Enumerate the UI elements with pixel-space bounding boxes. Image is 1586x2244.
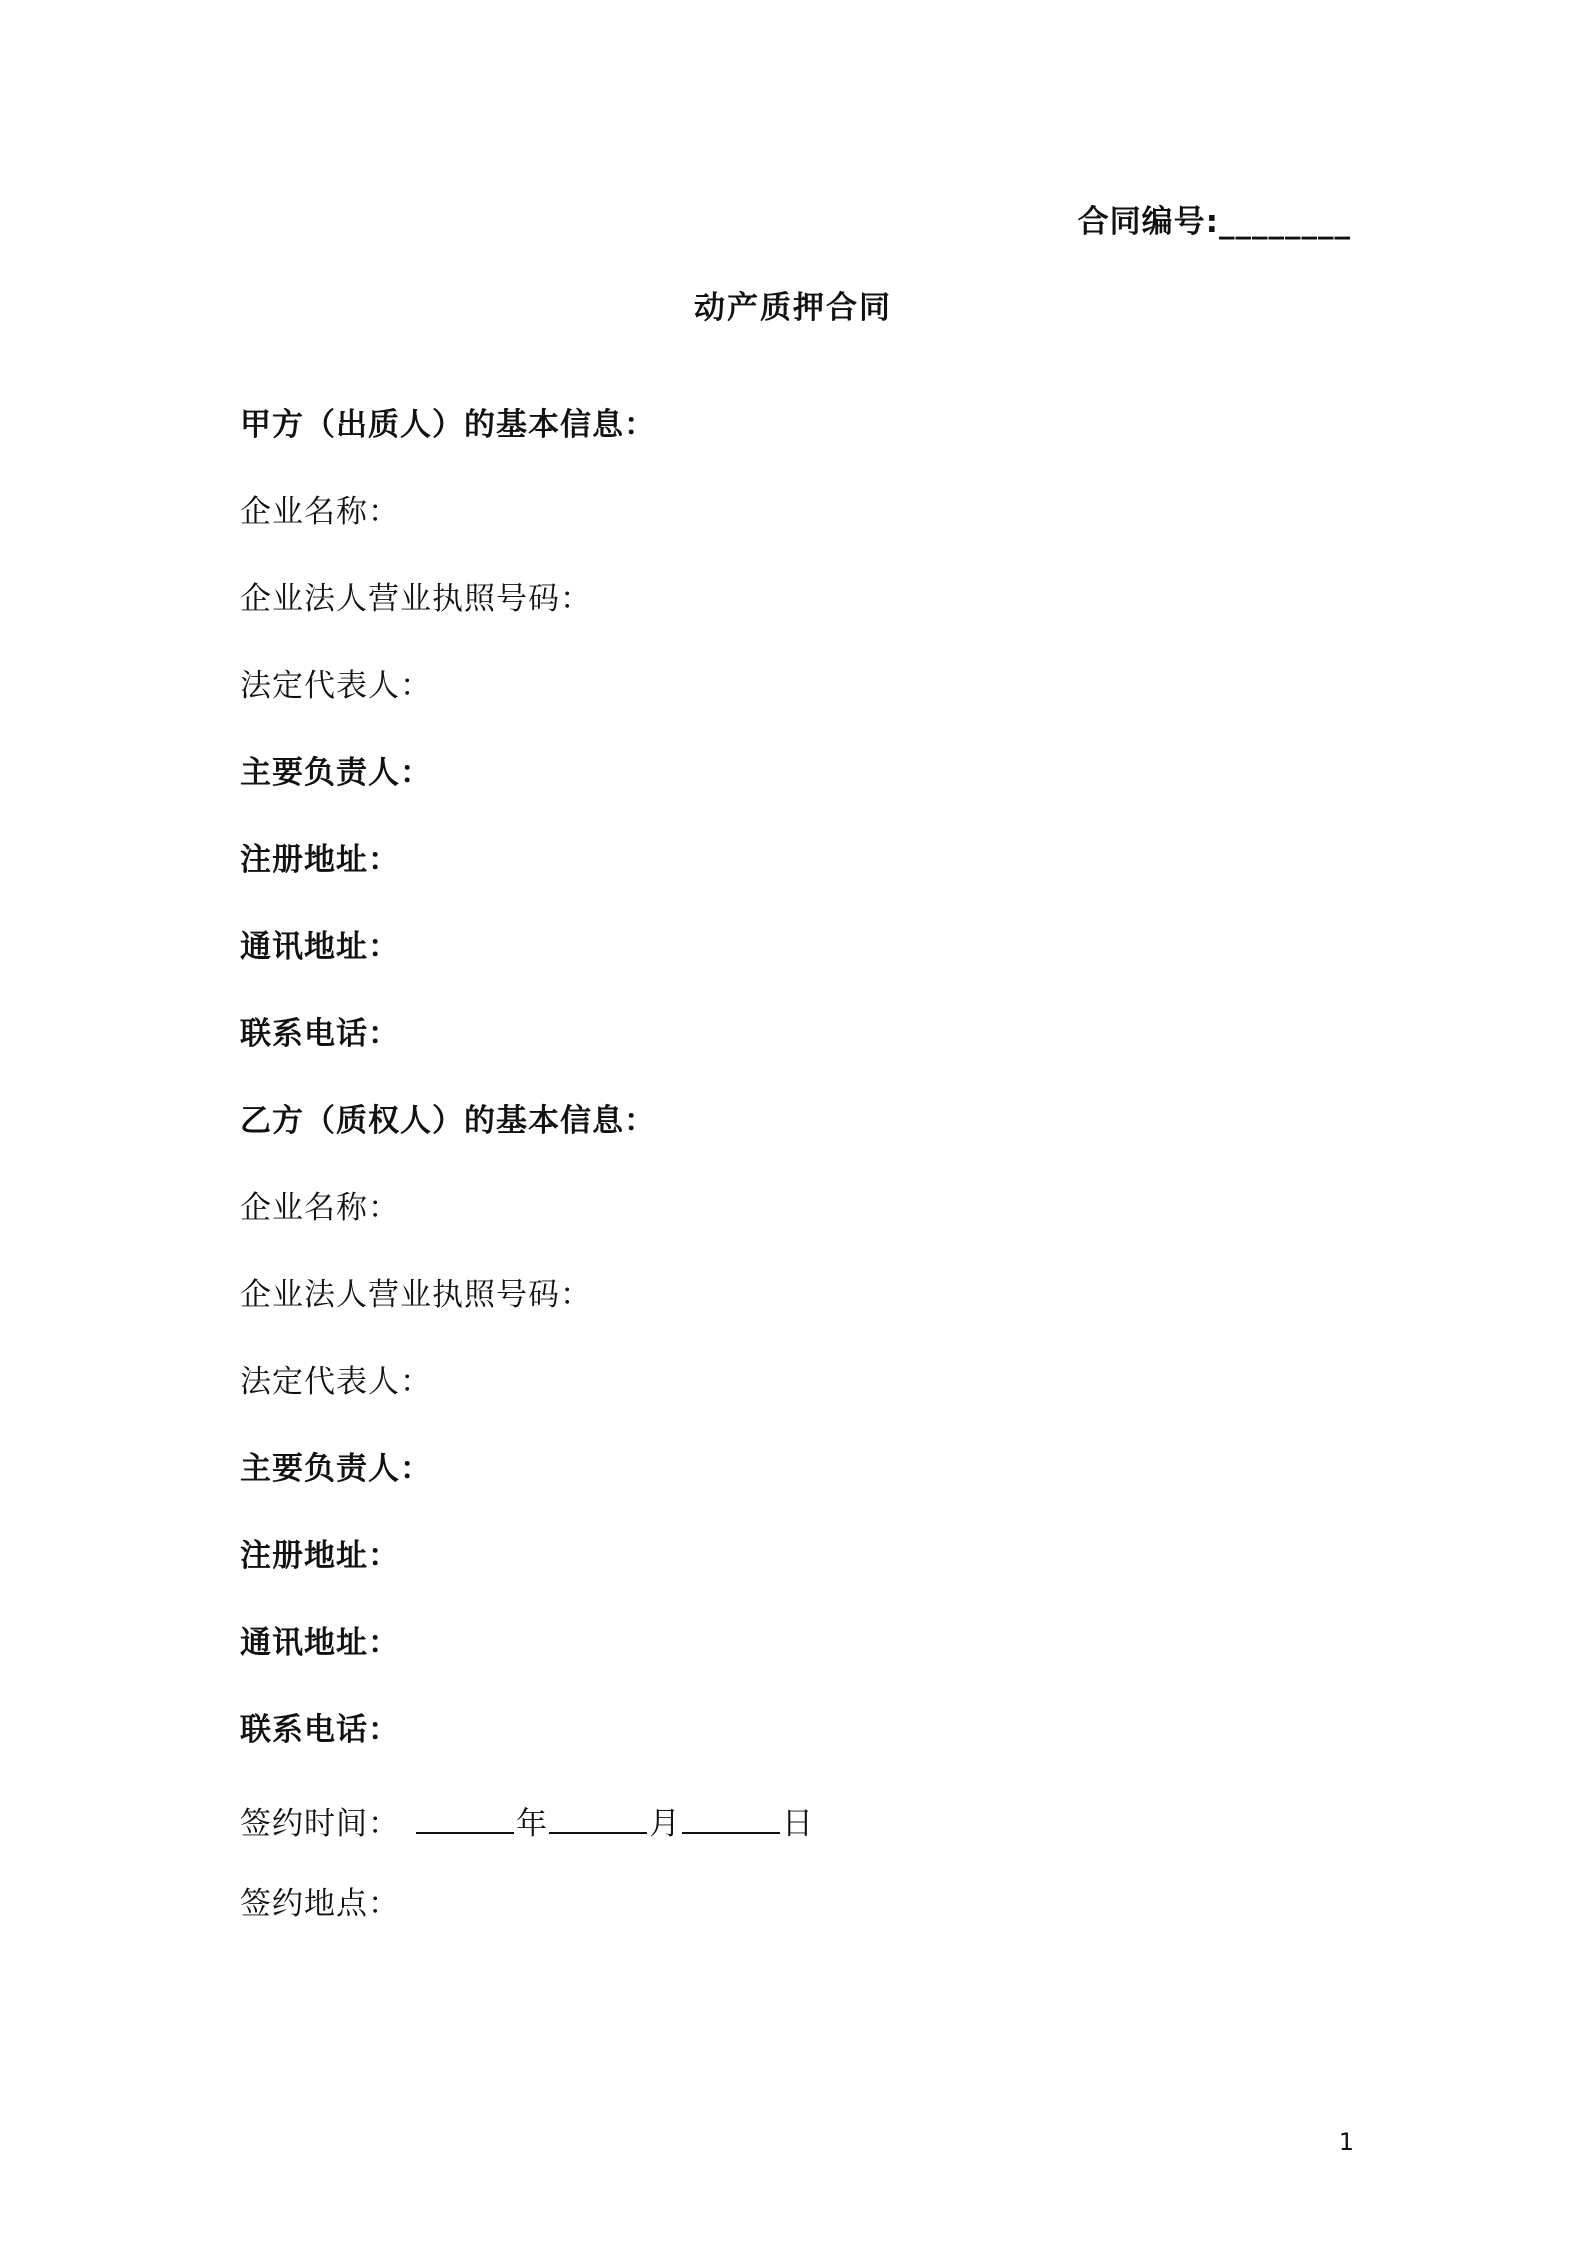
document-title: 动产质押合同	[694, 290, 892, 326]
party-a-license-number	[240, 578, 1340, 665]
field-label: 注册地址：	[240, 1538, 400, 1574]
year-blank[interactable]	[416, 1796, 514, 1834]
party-b-phone	[240, 1709, 1340, 1796]
field-label: 企业名称：	[240, 494, 400, 530]
field-label: 企业名称：	[240, 1190, 400, 1226]
field-label: 注册地址：	[240, 842, 400, 878]
day-unit: 日	[782, 1806, 813, 1842]
party-b-heading-text: 乙方（质权人）的基本信息：	[240, 1103, 656, 1139]
party-b-heading	[240, 1100, 1340, 1187]
field-label: 企业法人营业执照号码：	[240, 581, 592, 617]
field-label: 通讯地址：	[240, 929, 400, 965]
party-a-phone	[240, 1013, 1340, 1100]
party-b-principal	[240, 1448, 1340, 1535]
field-label: 通讯地址：	[240, 1625, 400, 1661]
page-number: 1	[1338, 2128, 1354, 2156]
field-label: 主要负责人：	[240, 755, 432, 791]
party-b-registered-address	[240, 1535, 1340, 1622]
signing-place-label: 签约地点：	[240, 1886, 400, 1922]
party-a-registered-address	[240, 839, 1340, 926]
field-label: 联系电话：	[240, 1016, 400, 1052]
field-label: 主要负责人：	[240, 1451, 432, 1487]
signing-time-row	[240, 1796, 1340, 1883]
field-label: 法定代表人：	[240, 668, 432, 704]
month-unit: 月	[649, 1806, 680, 1842]
party-a-heading-text: 甲方（出质人）的基本信息：	[240, 407, 656, 443]
party-a-heading	[240, 404, 1340, 491]
year-unit: 年	[516, 1806, 547, 1842]
field-label: 联系电话：	[240, 1712, 400, 1748]
field-label: 法定代表人：	[240, 1364, 432, 1400]
contract-number-label: 合同编号:________	[1077, 204, 1351, 240]
month-blank[interactable]	[549, 1796, 647, 1834]
party-a-principal	[240, 752, 1340, 839]
party-b-mailing-address	[240, 1622, 1340, 1709]
party-b-company-name	[240, 1187, 1340, 1274]
party-b-legal-rep	[240, 1361, 1340, 1448]
day-blank[interactable]	[682, 1796, 780, 1834]
field-label: 企业法人营业执照号码：	[240, 1277, 592, 1313]
party-a-mailing-address	[240, 926, 1340, 1013]
signing-place-row	[240, 1883, 1340, 1970]
party-a-company-name	[240, 491, 1340, 578]
signing-time-label: 签约时间：	[240, 1806, 400, 1842]
party-b-license-number	[240, 1274, 1340, 1361]
document-body	[240, 404, 1340, 1970]
party-a-legal-rep	[240, 665, 1340, 752]
